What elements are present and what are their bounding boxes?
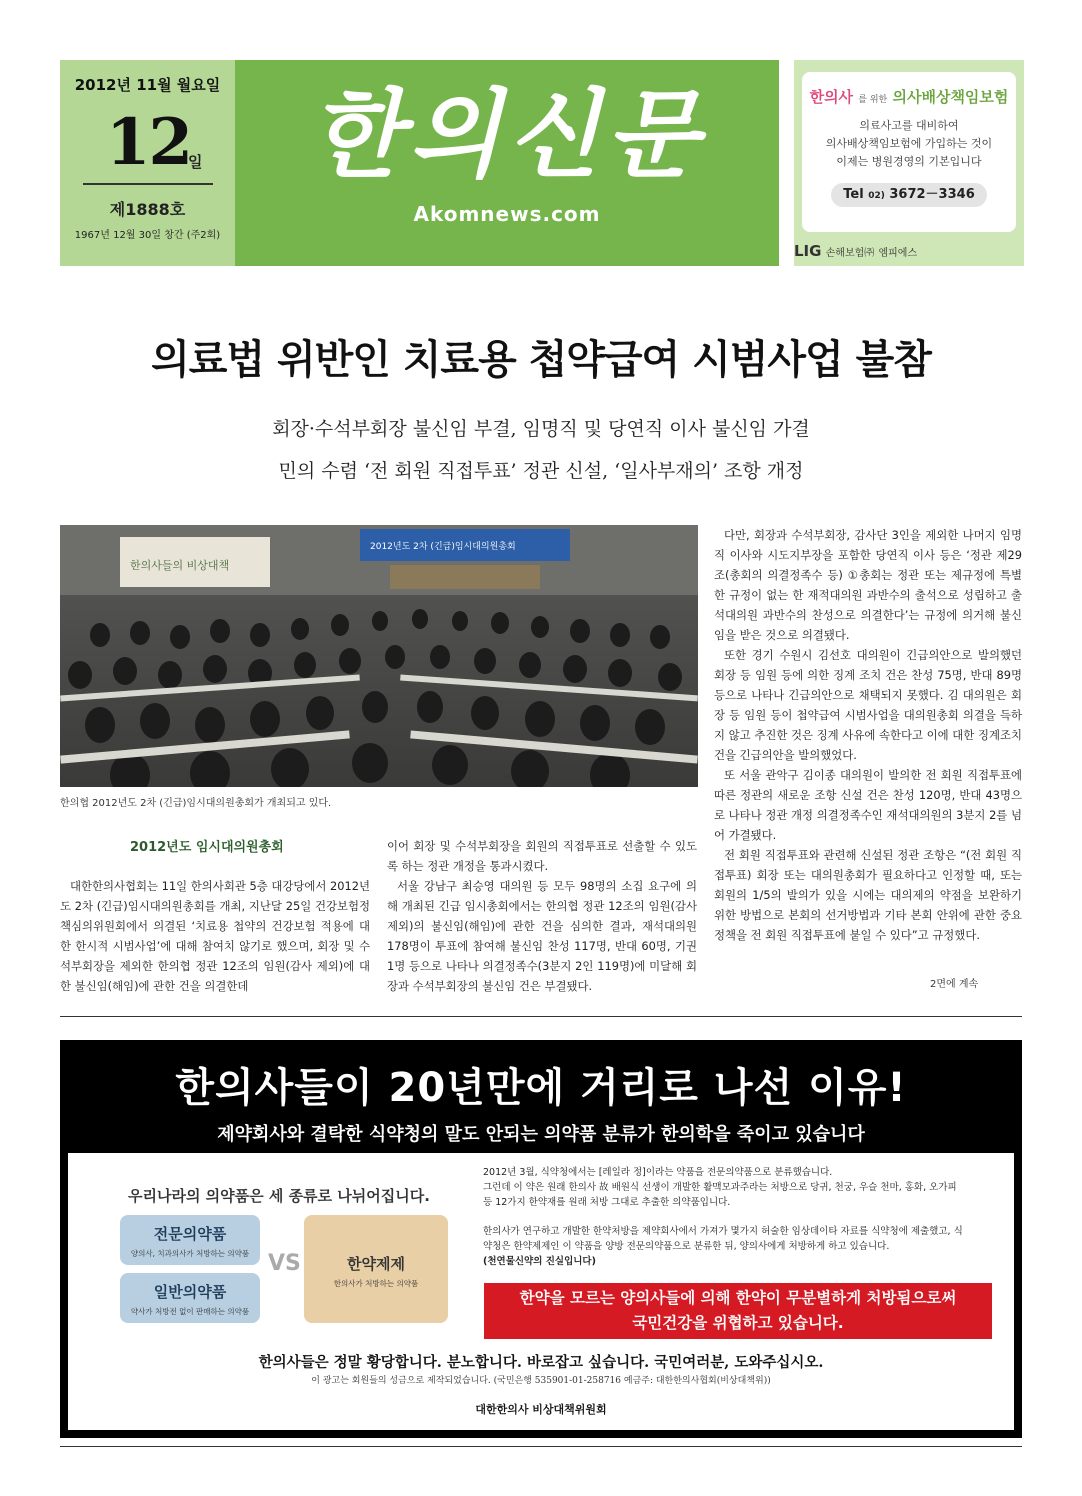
ad-warning-line2: 국민건강을 위협하고 있습니다. (632, 1314, 844, 1332)
header-ad-brand-left: 한의사 (809, 88, 854, 106)
tel-area: 02) (868, 191, 885, 201)
box-a-desc: 양의사, 치과의사가 처방하는 의약품 (130, 1249, 250, 1258)
header-ad-tel[interactable] (831, 183, 987, 207)
col2-paragraph-1: 이어 회장 및 수석부회장을 회원의 직접투표로 선출할 수 있도록 하는 정관 개정을 통과시켰다. (387, 839, 697, 873)
box-b-name: 일반의약품 (153, 1283, 227, 1301)
vs-label: VS (268, 1251, 301, 1276)
article-column-2 (387, 836, 697, 996)
col1-paragraph-1: 대한한의사협회는 11일 한의사회관 5층 대강당에서 2012년도 2차 (긴급)임시대의원총회를 개최, 지난달 25일 건강보험정책심의위원회에서 의결된 ‘치료용 첩약의 건강보험 적용에 대한 한시적 시범사업’에 대해 참여치 않기로 했으며, 회장 및 수석부회장을 제외한 한의협 정관 12조의 임원(감사 제외)에 대한 불신임(해임)에 관한 건을 의결한데 (60, 879, 370, 993)
header-ad-brand-small: 를 위한 (858, 95, 888, 105)
day-row (60, 101, 235, 181)
ad-p1-line2: 그런데 이 약은 원래 한의사 故 배원식 선생이 개발한 활맥모과주라는 처방으로 당귀, 천궁, 우슬 천마, 홍화, 오가피 (483, 1182, 957, 1193)
ad-subtitle: 제약회사와 결탁한 식약청의 말도 안되는 의약품 분류가 한의학을 죽이고 있습니다 (217, 1124, 865, 1145)
ad-body (68, 1153, 1014, 1430)
article-subhead-1: 회장·수석부회장 불신임 부결, 임명직 및 당연직 이사 불신임 가결 (272, 418, 810, 440)
assembly-photo-illustration (60, 525, 698, 787)
box-c-desc: 한의사가 처방하는 의약품 (333, 1279, 419, 1288)
assembly-photo (60, 525, 698, 787)
col2-paragraph-2: 서울 강남구 최승영 대의원 등 모두 98명의 소집 요구에 의해 개최된 긴급 임시총회에서는 한의협 정관 12조의 임원(감사 제외)의 불신임(해임)에 관한 건을 심의한 결과, 재석대의원 178명이 투표에 참여해 불신임 찬성 117명, 반대 60명, 기권 1명 등으로 나타나 의결정족수(3분지 2인 119명)에 미달해 회장과 수석부회장의 불신임 건은 부결됐다. (387, 879, 697, 993)
box-prescription-drug (120, 1215, 260, 1265)
tel-number: 3672－3346 (889, 187, 975, 202)
day-number: 12 (106, 105, 192, 180)
section-divider-top (60, 1016, 1022, 1017)
ad-p2-line3: (천연물신약의 진실입니다) (483, 1256, 596, 1267)
masthead-logo-block (235, 60, 779, 266)
header-ad-title (802, 86, 1016, 107)
sponsor-name: 손해보험㈜ (825, 248, 875, 259)
ad-gap (483, 1210, 993, 1224)
site-url[interactable]: Akomnews.com (413, 201, 601, 226)
masthead-date-block (60, 60, 235, 266)
box-b-desc: 약사가 처방전 없이 판매하는 의약품 (130, 1307, 250, 1316)
photo-caption: 한의협 2012년도 2차 (긴급)임시대의원총회가 개최되고 있다. (60, 798, 332, 809)
box-c-name: 한약제제 (347, 1255, 405, 1273)
header-insurance-ad[interactable] (794, 60, 1024, 266)
continued-note[interactable]: 2면에 계속 (930, 979, 979, 990)
header-ad-line2: 의사배상책임보험에 가입하는 것이 (825, 137, 993, 150)
ad-warning-box (484, 1283, 992, 1339)
header-ad-line1: 의료사고를 대비하여 (859, 119, 959, 132)
ad-p2-line1: 한의사가 연구하고 개발한 한약처방을 제약회사에서 가져가 몇가지 허술한 임상데이타 자료를 식약청에 제출했고, 식 (483, 1226, 963, 1237)
sponsor-line (794, 242, 1024, 260)
header-ad-copy (802, 117, 1016, 171)
header-ad-card (802, 72, 1016, 232)
section-divider-bottom (60, 1446, 1022, 1447)
emergency-committee-ad (60, 1040, 1022, 1438)
photo-banner-right: 2012년도 2차 (긴급)임시대의원총회 (370, 542, 516, 552)
sponsor-partner: 엠피에스 (878, 248, 918, 259)
article-column-1 (60, 876, 370, 996)
article-subhead-2: 민의 수렴 ‘전 회원 직접투표’ 정관 신설, ‘일사부재의’ 조항 개정 (278, 460, 804, 482)
ad-p1-line1: 2012년 3월, 식약청에서는 [레일라 정]이라는 약품을 전문의약품으로 분류했습니다. (483, 1167, 833, 1178)
article-column-3 (714, 525, 1022, 945)
col3-paragraph-1: 다만, 회장과 수석부회장, 감사단 3인을 제외한 나머지 임명직 이사와 시도지부장을 포함한 당연직 이사 등은 ‘정관 제29조(총회의 의결정족수 등) ①총회는 정관 또는 제규정에 특별한 규정이 없는 한 재적대의원 과반수의 출석으로 성립하고 출석대의원 과반수의 찬성으로 의결한다’는 규정에 의거해 불신임을 받은 것으로 의결됐다. (714, 528, 1022, 642)
ad-explanation (483, 1165, 993, 1269)
date-divider (83, 183, 213, 185)
founded-line: 1967년 12월 30일 창간 (주2회) (74, 230, 221, 241)
tel-label: Tel (843, 187, 864, 202)
day-suffix: 일 (188, 153, 203, 171)
section-title: 2012년도 임시대의원총회 (130, 840, 284, 855)
header-ad-brand-right: 의사배상책임보험 (892, 88, 1009, 106)
box-otc-drug (120, 1273, 260, 1323)
col3-paragraph-2: 또한 경기 수원시 김선호 대의원이 긴급의안으로 발의했던 회장 등 임원 등에 의한 징계 조치 건은 찬성 75명, 반대 89명 등으로 나타나 긴급의안으로 채택되지 못했다. 김 대의원은 회장 등 임원 등이 첩약급여 시범사업을 대의원총회 의결을 득하지 않고 추진한 것은 징계 사유에 속한다고 이에 대한 징계조치 건을 긴급의안을 발의했었다. (714, 648, 1022, 762)
sponsor-brand-logo: LIG (794, 242, 822, 260)
ad-warning-line1: 한약을 모르는 양의사들에 의해 한약이 무분별하게 처방됨으로써 (519, 1289, 957, 1307)
col3-paragraph-4: 전 회원 직접투표와 관련해 신설된 정관 조항은 “(전 회원 직접투표) 회장 또는 대의원총회가 필요하다고 인정할 때, 또는 회원의 1/5의 발의가 있을 시에는 대의제의 약점을 보완하기 위한 방법으로 본회의 선거방법과 기타 본회 안위에 관한 중요정책을 전 회원 직접투표에 붙일 수 있다”고 규정했다. (714, 848, 1022, 942)
box-herbal-preparation (304, 1215, 448, 1323)
article-headline: 의료법 위반인 치료용 첩약급여 시범사업 불참 (151, 337, 931, 383)
header-ad-line3: 이제는 병원경영의 기본입니다 (836, 155, 982, 168)
col3-paragraph-3: 또 서울 관악구 김이종 대의원이 발의한 전 회원 직접투표에 따른 정관의 새로운 조항 신설 건은 찬성 120명, 반대 43명으로 나타나 정관 개정 의결정족수인 재석대의원의 3분지 2를 넘어 가결됐다. (714, 768, 1022, 842)
issue-number: 제1888호 (109, 200, 186, 219)
ad-appeal: 한의사들은 정말 황당합니다. 분노합니다. 바로잡고 싶습니다. 국민여러분, 도와주십시오. (258, 1354, 824, 1371)
ad-funding-note: 이 광고는 회원들의 성금으로 제작되었습니다. (국민은행 535901-01-258716 예금주: 대한한의사협회(비상대책위)) (311, 1376, 771, 1386)
ad-title: 한의사들이 20년만에 거리로 나선 이유! (175, 1065, 907, 1111)
ad-sponsor: 대한한의사 비상대책위원회 (475, 1403, 607, 1416)
box-a-name: 전문의약품 (153, 1225, 227, 1243)
newspaper-logo: 한의신문 (309, 78, 705, 191)
photo-banner-left: 한의사들의 비상대책 (130, 559, 230, 572)
ad-p2-line2: 약청은 한약제제인 이 약품을 양방 전문의약품으로 분류한 뒤, 양의사에게 처방하게 하고 있습니다. (483, 1241, 890, 1252)
ad-p1-line3: 등 12가지 한약재를 원래 처방 그대로 추출한 의약품입니다. (483, 1197, 731, 1208)
date-line: 2012년 11월 월요일 (74, 76, 221, 94)
ad-classify-title: 우리나라의 의약품은 세 종류로 나뉘어집니다. (128, 1187, 430, 1205)
